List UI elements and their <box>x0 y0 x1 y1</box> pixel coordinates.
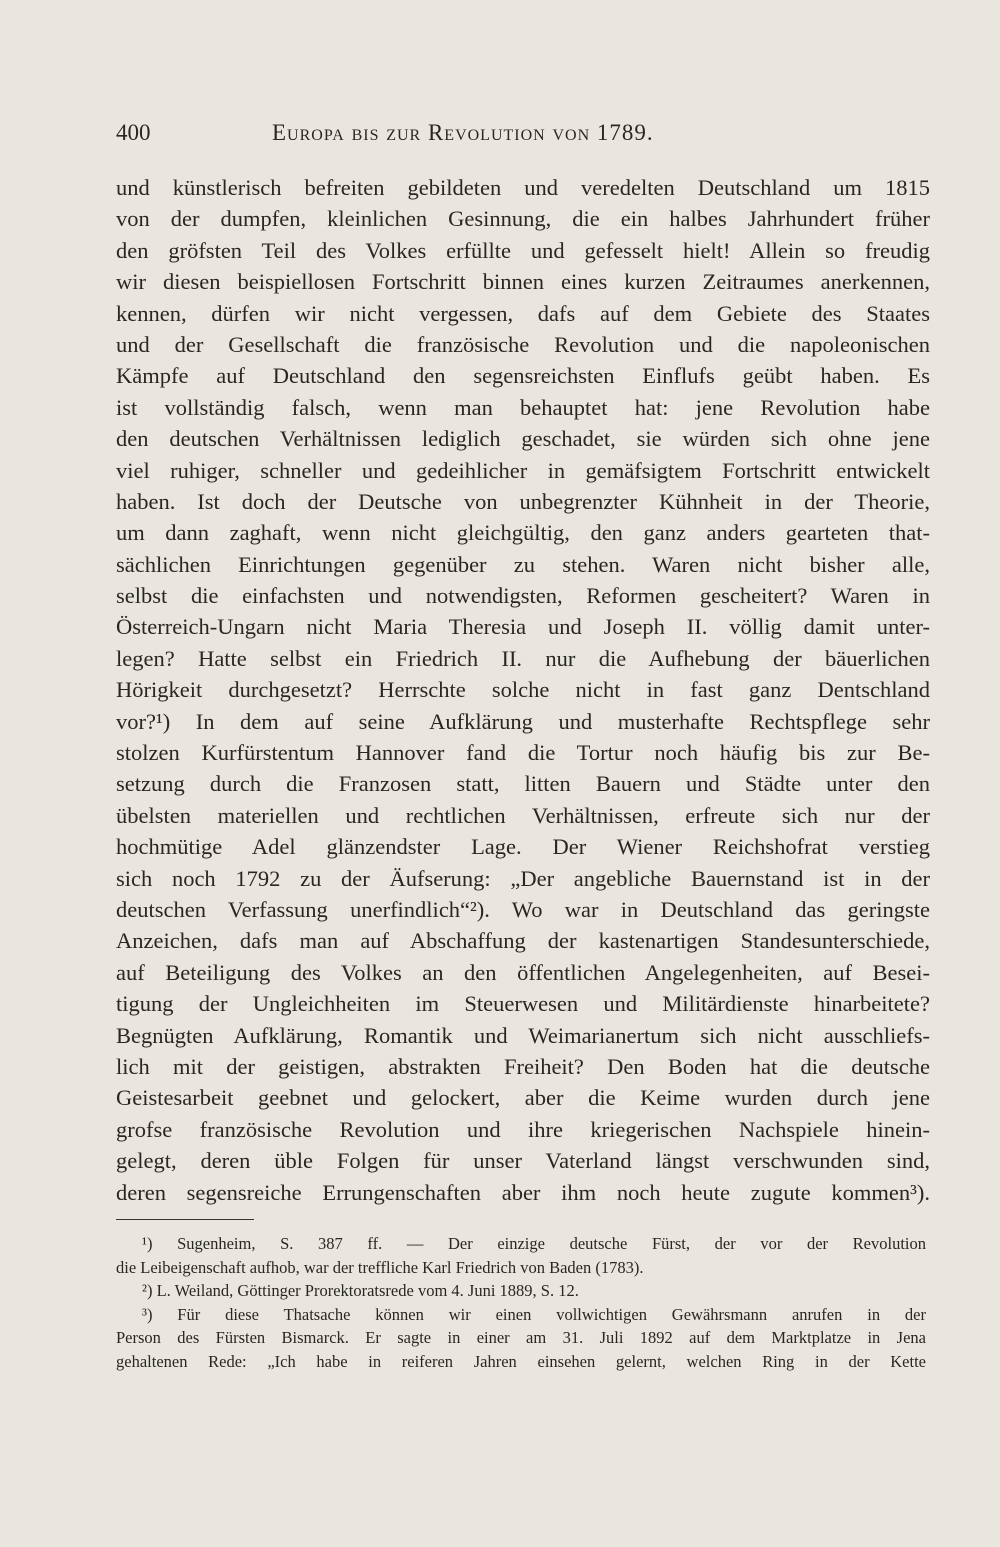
text-line: tigung der Ungleichheiten im Steuerwesen und Militärdienste hinarbeitete? <box>116 991 930 1017</box>
text-line: grofse französische Revolution und ihre kriegerischen Nachspiele hinein- <box>116 1116 930 1142</box>
text-line: Hörigkeit durchgesetzt? Herrschte solche nicht in fast ganz Dentschland <box>116 677 930 703</box>
text-line: auf Beteiligung des Volkes an den öffentlichen Angelegenheiten, auf Besei- <box>116 959 930 985</box>
text-line: lich mit der geistigen, abstrakten Freiheit? Den Boden hat die deutsche <box>116 1053 930 1079</box>
text-line: stolzen Kurfürstentum Hannover fand die Tortur noch häufig bis zur Be- <box>116 740 930 766</box>
text-line: um dann zaghaft, wenn nicht gleichgültig, den ganz anders gearteten that- <box>116 520 930 546</box>
text-line: sich noch 1792 zu der Äufserung: „Der angebliche Bauernstand ist in der <box>116 865 930 891</box>
page-header <box>116 118 746 148</box>
footnote-line: ³) Für diese Thatsache können wir einen vollwichtigen Gewährsmann anrufen in der <box>142 1304 926 1324</box>
text-line: setzung durch die Franzosen statt, litten Bauern und Städte unter den <box>116 771 930 797</box>
text-line: viel ruhiger, schneller und gedeihlicher in gemäfsigtem Fortschritt entwickelt <box>116 457 930 483</box>
footnote-separator <box>116 1219 254 1220</box>
text-line: und der Gesellschaft die französische Revolution und die napoleonischen <box>116 331 930 357</box>
text-line: den gröfsten Teil des Volkes erfüllte und gefesselt hielt! Allein so freudig <box>116 237 930 263</box>
footnote-line: ²) L. Weiland, Göttinger Prorektoratsrede vom 4. Juni 1889, S. 12. <box>142 1281 579 1300</box>
text-line: von der dumpfen, kleinlichen Gesinnung, die ein halbes Jahrhundert früher <box>116 206 930 232</box>
body-text <box>116 172 930 1208</box>
text-line: hochmütige Adel glänzendster Lage. Der Wiener Reichshofrat verstieg <box>116 834 930 860</box>
text-line: haben. Ist doch der Deutsche von unbegrenzter Kühnheit in der Theorie, <box>116 488 930 514</box>
page-number: 400 <box>116 120 151 145</box>
text-line: und künstlerisch befreiten gebildeten und veredelten Deutschland um 1815 <box>116 175 930 200</box>
footnotes <box>116 1232 926 1373</box>
text-line: Kämpfe auf Deutschland den segensreichsten Einflufs geübt haben. Es <box>116 363 930 389</box>
footnote-line: ¹) Sugenheim, S. 387 ff. — Der einzige deutsche Fürst, der vor der Revolution <box>142 1234 926 1253</box>
text-line: deutschen Verfassung unerfindlich“²). Wo war in Deutschland das geringste <box>116 896 930 922</box>
text-line: Geistesarbeit geebnet und gelockert, aber die Keime wurden durch jene <box>116 1085 930 1111</box>
text-line: kennen, dürfen wir nicht vergessen, dafs auf dem Gebiete des Staates <box>116 300 930 326</box>
text-line: legen? Hatte selbst ein Friedrich II. nur die Aufhebung der bäuerlichen <box>116 645 930 671</box>
footnote-line: gehaltenen Rede: „Ich habe in reiferen Jahren einsehen gelernt, welchen Ring in der Kette <box>116 1351 926 1371</box>
text-line: gelegt, deren üble Folgen für unser Vaterland längst verschwunden sind, <box>116 1148 930 1174</box>
running-title: Europa bis zur Revolution von 1789. <box>272 120 654 145</box>
footnote-line: die Leibeigenschaft aufhob, war der treffliche Karl Friedrich von Baden (1783). <box>116 1257 644 1277</box>
text-line: sächlichen Einrichtungen gegenüber zu stehen. Waren nicht bisher alle, <box>116 551 930 577</box>
text-line: den deutschen Verhältnissen lediglich geschadet, sie würden sich ohne jene <box>116 426 930 452</box>
text-line: wir diesen beispiellosen Fortschritt binnen eines kurzen Zeitraumes anerkennen, <box>116 269 930 295</box>
text-line: selbst die einfachsten und notwendigsten, Reformen gescheitert? Waren in <box>116 583 930 609</box>
footnote-line: Person des Fürsten Bismarck. Er sagte in einer am 31. Juli 1892 auf dem Marktplatze in Jena <box>116 1328 926 1347</box>
text-line: vor?¹) In dem auf seine Aufklärung und musterhafte Rechtspflege sehr <box>116 708 930 734</box>
text-line: Österreich-Ungarn nicht Maria Theresia und Joseph II. völlig damit unter- <box>116 614 930 640</box>
text-line: Anzeichen, dafs man auf Abschaffung der kastenartigen Standesunterschiede, <box>116 928 930 954</box>
text-line: deren segensreiche Errungenschaften aber ihm noch heute zugute kommen³). <box>116 1179 930 1205</box>
text-line: Begnügten Aufklärung, Romantik und Weimarianertum sich nicht ausschliefs- <box>116 1022 930 1048</box>
text-line: übelsten materiellen und rechtlichen Verhältnissen, erfreute sich nur der <box>116 802 930 828</box>
text-line: ist vollständig falsch, wenn man behauptet hat: jene Revolution habe <box>116 394 930 420</box>
